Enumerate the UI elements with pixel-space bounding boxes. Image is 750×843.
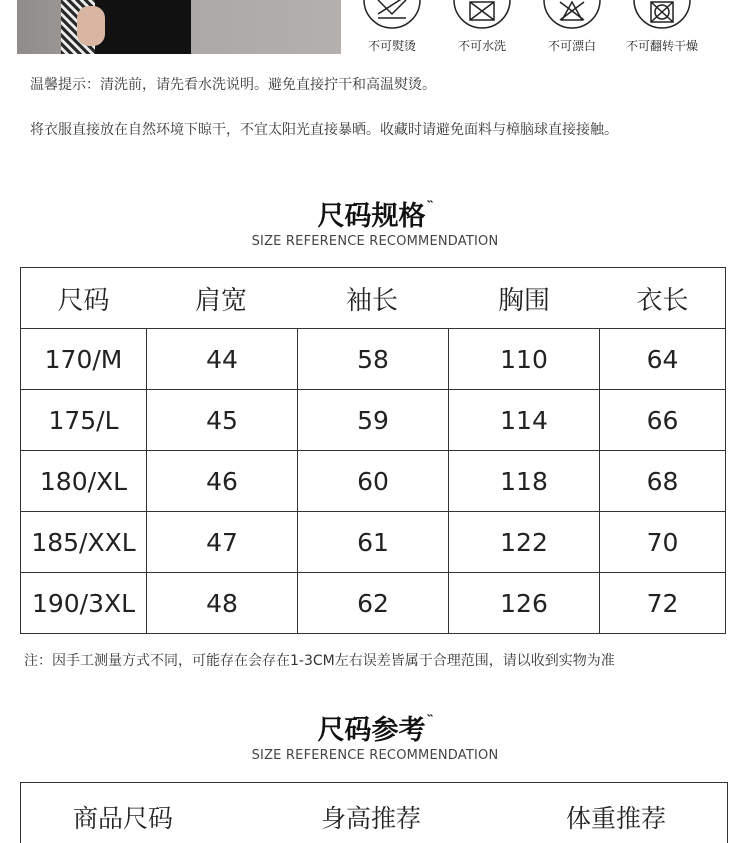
cell-size: 175/L	[21, 390, 147, 451]
table-row	[21, 329, 726, 390]
table-row	[21, 451, 726, 512]
table-header-row	[21, 268, 726, 329]
cell-length: 66	[600, 390, 726, 451]
table-row	[21, 390, 726, 451]
size-table	[20, 267, 726, 634]
size-section-title	[0, 190, 750, 233]
cell-sleeve: 61	[298, 512, 449, 573]
cell-length: 70	[600, 512, 726, 573]
no-iron-icon	[352, 0, 432, 34]
header-chest: 胸围	[497, 285, 550, 316]
tip-line-1: 温馨提示：清洗前，请先看水洗说明。避免直接拧干和高温熨烫。	[30, 77, 436, 93]
care-no-tumble-dry	[622, 0, 702, 53]
ref-header-size: 商品尺码	[73, 804, 174, 833]
care-label: 不可翻转干燥	[625, 39, 698, 53]
title-mark-icon: ˵	[427, 704, 433, 722]
header-cell-group	[21, 268, 726, 329]
cell-chest: 126	[449, 573, 600, 634]
table-row	[21, 573, 726, 634]
care-no-bleach	[532, 0, 612, 53]
care-label: 不可水洗	[457, 39, 506, 53]
cell-shoulder: 48	[147, 573, 298, 634]
table-row	[21, 512, 726, 573]
care-label: 不可漂白	[547, 39, 596, 53]
cell-length: 68	[600, 451, 726, 512]
cell-sleeve: 62	[298, 573, 449, 634]
ref-header-weight: 体重推荐	[566, 804, 667, 833]
cell-size: 170/M	[21, 329, 147, 390]
no-bleach-icon	[532, 0, 612, 34]
cell-length: 72	[600, 573, 726, 634]
header-length: 衣长	[636, 285, 689, 316]
cell-shoulder: 45	[147, 390, 298, 451]
title-mark-icon: ˵	[427, 190, 433, 208]
cell-size: 185/XXL	[21, 512, 147, 573]
cell-size: 180/XL	[21, 451, 147, 512]
cell-chest: 122	[449, 512, 600, 573]
ref-section-title	[0, 704, 750, 747]
cell-chest: 118	[449, 451, 600, 512]
ref-title-text: 尺码参考	[317, 715, 426, 746]
header-size: 尺码	[57, 285, 110, 316]
cell-chest: 110	[449, 329, 600, 390]
care-label: 不可熨烫	[367, 39, 416, 53]
cell-shoulder: 47	[147, 512, 298, 573]
care-no-iron	[352, 0, 432, 53]
product-photo	[17, 0, 341, 54]
hand	[77, 6, 105, 46]
care-no-wash	[442, 0, 522, 53]
cell-sleeve: 60	[298, 451, 449, 512]
header-shoulder: 肩宽	[194, 285, 247, 316]
no-tumble-dry-icon	[622, 0, 702, 34]
ref-section-subtitle: SIZE REFERENCE RECOMMENDATION	[251, 748, 499, 763]
tip-line-2: 将衣服直接放在自然环境下晾干，不宜太阳光直接暴晒。收藏时请避免面料与樟脑球直接接触。	[30, 122, 618, 138]
no-wash-icon	[442, 0, 522, 34]
cell-shoulder: 44	[147, 329, 298, 390]
cell-sleeve: 58	[298, 329, 449, 390]
pants	[95, 0, 191, 54]
measurement-note: 注：因手工测量方式不同，可能存在会存在1-3CM左右误差皆属于合理范围，请以收到实物为准	[24, 653, 615, 669]
ref-table	[20, 782, 728, 843]
header-sleeve: 袖长	[345, 285, 398, 316]
ref-header-height: 身高推荐	[321, 804, 422, 833]
size-section-subtitle: SIZE REFERENCE RECOMMENDATION	[251, 234, 499, 249]
size-title-text: 尺码规格	[317, 201, 426, 232]
cell-sleeve: 59	[298, 390, 449, 451]
cell-shoulder: 46	[147, 451, 298, 512]
cell-chest: 114	[449, 390, 600, 451]
cell-size: 190/3XL	[21, 573, 147, 634]
cell-length: 64	[600, 329, 726, 390]
